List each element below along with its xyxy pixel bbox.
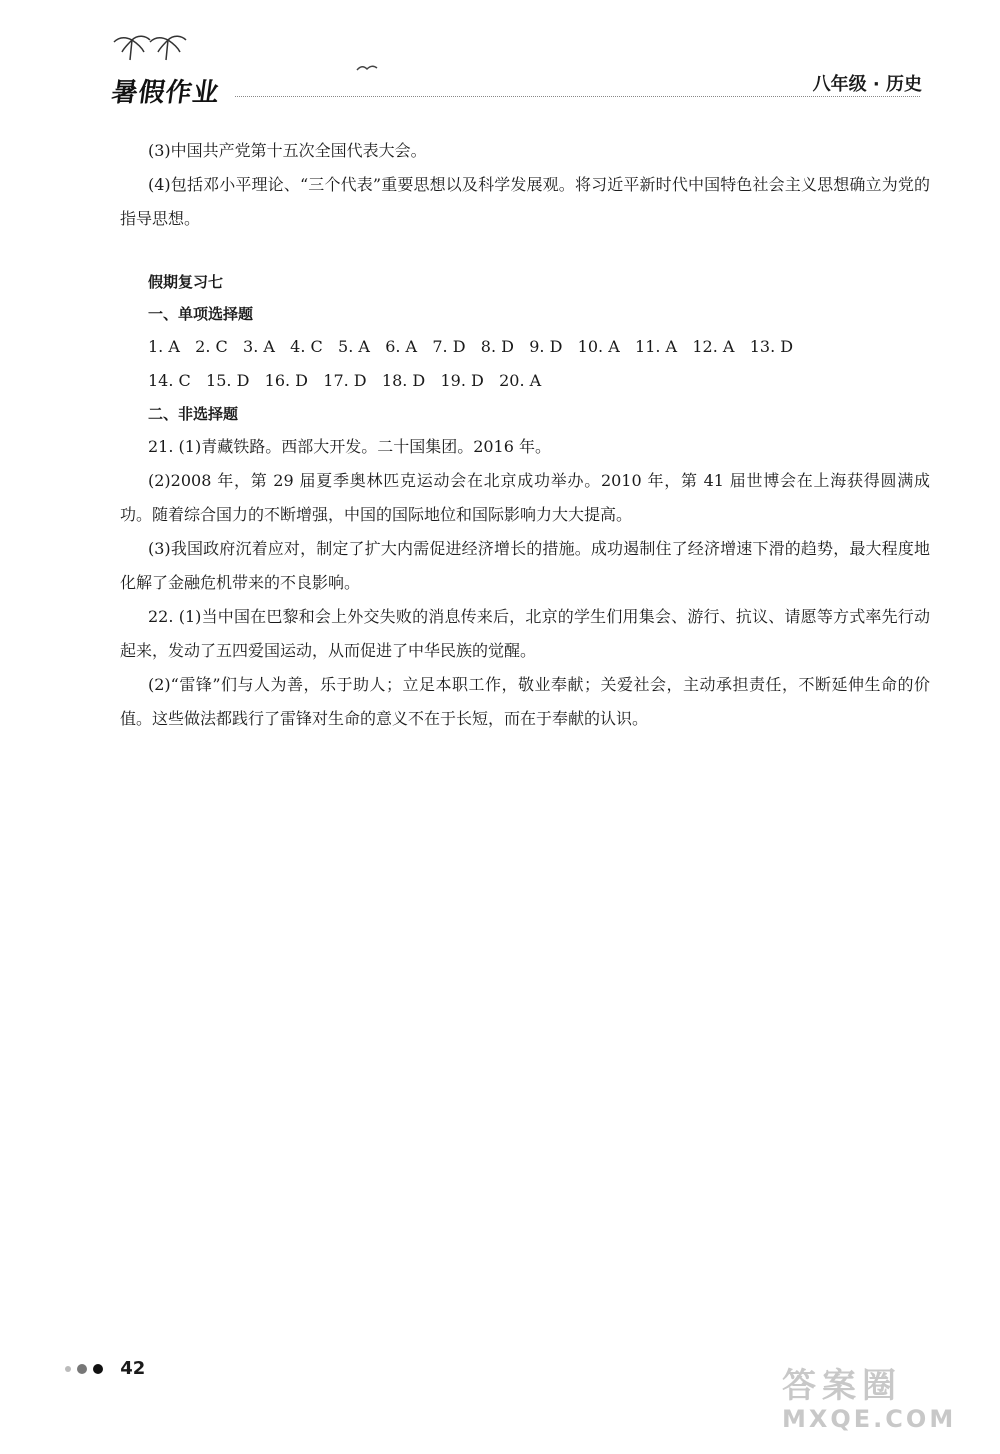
prev-answer-3: (3)中国共产党第十五次全国代表大会。 xyxy=(148,141,427,160)
answer-21-2: (2)2008 年，第 29 届夏季奥林匹克运动会在北京成功举办。2010 年，第 41 届世博会在上海获得圆满成功。随着综合国力的不断增强，中国的国际地位和国际影响力大大提高。 xyxy=(120,471,930,524)
part1-title: 一、单项选择题 xyxy=(148,305,254,323)
page-dots-icon xyxy=(62,1362,108,1376)
part2-title: 二、非选择题 xyxy=(148,405,239,423)
answer-22-1: 22. (1)当中国在巴黎和会上外交失败的消息传来后，北京的学生们用集会、游行、抗议、请愿等方式率先行动起来，发动了五四爱国运动，从而促进了中华民族的觉醒。 xyxy=(120,607,930,660)
grade-subject-label: 八年级 · 历史 xyxy=(812,74,922,95)
page-footer xyxy=(62,1358,145,1379)
watermark-bottom: MXQE.COM xyxy=(782,1405,957,1433)
answer-21-1: 21. (1)青藏铁路。西部大开发。二十国集团。2016 年。 xyxy=(148,437,552,456)
watermark-top: 答案圈 xyxy=(782,1366,902,1406)
logo-title: 暑假作业 xyxy=(109,78,222,108)
answer-content xyxy=(120,134,930,736)
prev-answer-4: (4)包括邓小平理论、“三个代表”重要思想以及科学发展观。将习近平新时代中国特色社会主义思想确立为党的指导思想。 xyxy=(120,175,930,228)
bird-icon xyxy=(355,62,379,74)
header-divider xyxy=(235,96,920,97)
page-number: 42 xyxy=(120,1358,146,1379)
answer-21-3: (3)我国政府沉着应对，制定了扩大内需促进经济增长的措施。成功遏制住了经济增速下滑的趋势，最大程度地化解了金融危机带来的不良影响。 xyxy=(120,539,930,592)
answer-22-2: (2)“雷锋”们与人为善，乐于助人；立足本职工作，敬业奉献；关爱社会，主动承担责任，不断延伸生命的价值。这些做法都践行了雷锋对生命的意义不在于长短，而在于奉献的认识。 xyxy=(120,675,930,728)
section-title: 假期复习七 xyxy=(148,273,224,291)
choice-answers-row-1: 1. A 2. C 3. A 4. C 5. A 6. A 7. D 8. D 9. D 10. A 11. A 12. A 13. D xyxy=(148,337,794,356)
watermark xyxy=(782,1366,962,1436)
page-header xyxy=(0,0,1000,110)
choice-answers-row-2: 14. C 15. D 16. D 17. D 18. D 19. D 20. A xyxy=(148,371,542,390)
